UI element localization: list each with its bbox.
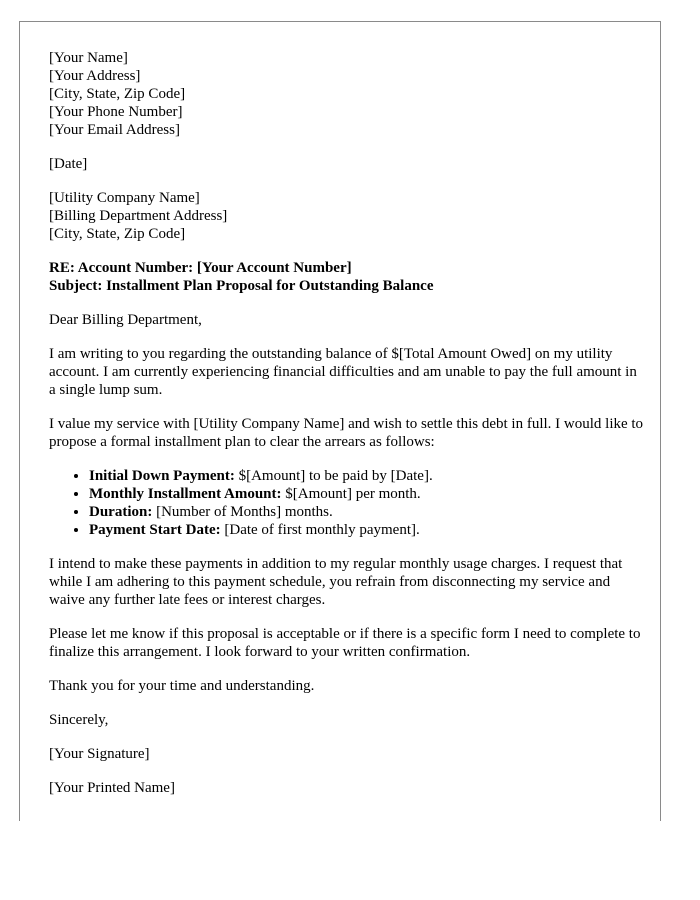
list-item-label: Duration: — [89, 504, 153, 520]
sender-phone: [Your Phone Number] — [49, 104, 183, 120]
sender-email: [Your Email Address] — [49, 122, 180, 138]
list-item-label: Payment Start Date: — [89, 522, 221, 538]
list-item-text: [Date of first monthly payment]. — [220, 522, 420, 538]
paragraph-confirmation: Please let me know if this proposal is acceptable or if there is a specific form I need to complete to finalize this arrangement. I look forward to your written confirmation. — [49, 626, 641, 660]
list-item — [89, 503, 645, 521]
recipient-block — [49, 189, 645, 243]
sender-block — [49, 49, 645, 139]
list-item-text: $[Amount] to be paid by [Date]. — [234, 468, 433, 484]
list-item-label: Monthly Installment Amount: — [89, 486, 282, 502]
paragraph-request: I intend to make these payments in addition to my regular monthly usage charges. I request that while I am adhering to this payment schedule, you refrain from disconnecting my service and waive any further late fees or interest charges. — [49, 556, 623, 608]
installment-plan-list — [49, 467, 645, 539]
recipient-company: [Utility Company Name] — [49, 190, 200, 206]
sender-address: [Your Address] — [49, 68, 141, 84]
recipient-city-state-zip: [City, State, Zip Code] — [49, 226, 186, 242]
list-item-text: $[Amount] per month. — [281, 486, 421, 502]
re-line: RE: Account Number: [Your Account Number] — [49, 260, 352, 276]
date-block — [49, 155, 645, 173]
subject-line: Subject: Installment Plan Proposal for Outstanding Balance — [49, 278, 434, 294]
reference-block — [49, 259, 645, 295]
closing: Sincerely, — [49, 712, 109, 728]
printed-name: [Your Printed Name] — [49, 780, 175, 796]
letter-page — [19, 21, 661, 821]
sender-city-state-zip: [City, State, Zip Code] — [49, 86, 186, 102]
paragraph-proposal: I value my service with [Utility Company Name] and wish to settle this debt in full. I would like to propose a formal installment plan to clear the arrears as follows: — [49, 416, 644, 450]
sender-name: [Your Name] — [49, 50, 128, 66]
paragraph-balance: I am writing to you regarding the outstanding balance of $[Total Amount Owed] on my utility account. I am currently experiencing financial difficulties and am unable to pay the full amount in a single lump sum. — [49, 346, 637, 398]
paragraph-thanks: Thank you for your time and understanding. — [49, 678, 315, 694]
list-item — [89, 521, 645, 539]
letter-date: [Date] — [49, 156, 88, 172]
list-item — [89, 467, 645, 485]
letter-content — [49, 49, 645, 813]
list-item-label: Initial Down Payment: — [89, 468, 235, 484]
salutation: Dear Billing Department, — [49, 312, 202, 328]
list-item-text: [Number of Months] months. — [152, 504, 333, 520]
recipient-address: [Billing Department Address] — [49, 208, 228, 224]
signature: [Your Signature] — [49, 746, 150, 762]
list-item — [89, 485, 645, 503]
